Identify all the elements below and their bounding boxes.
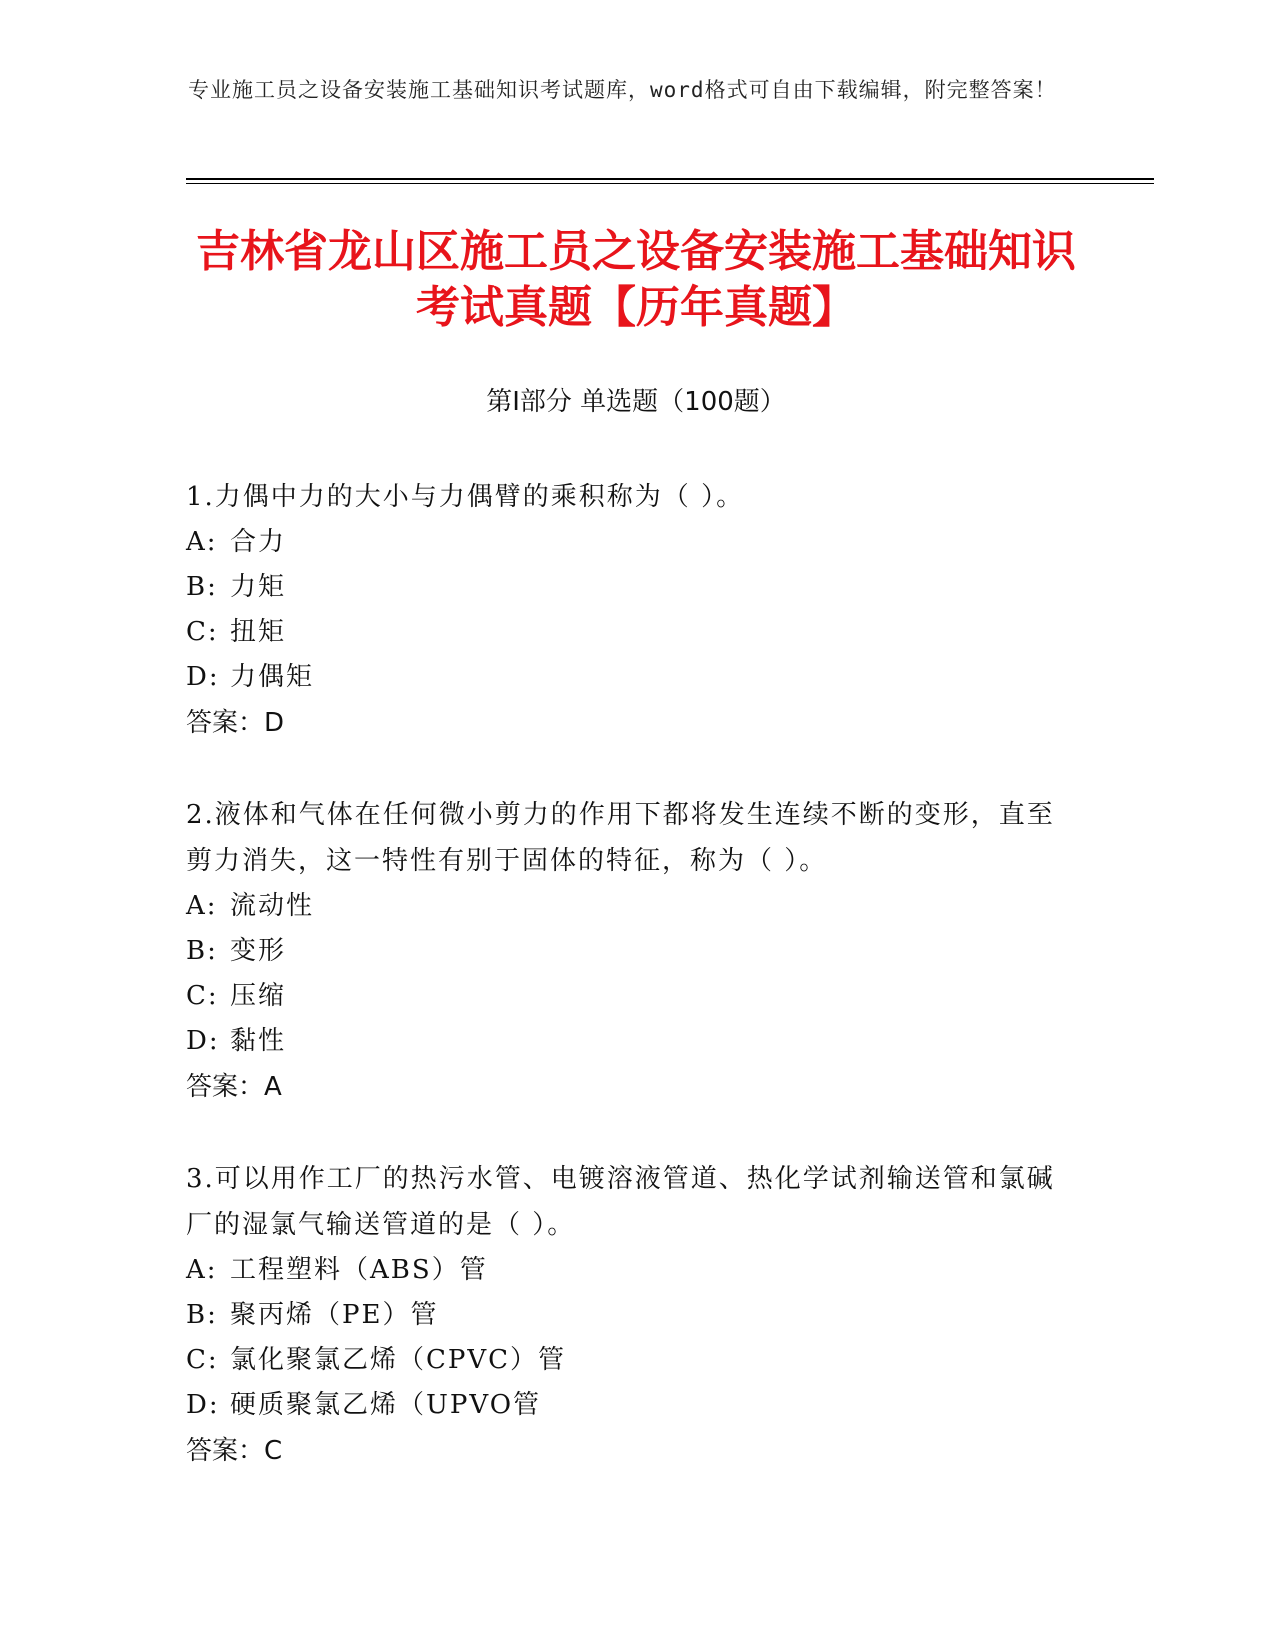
option-text: 氯化聚氯乙烯（CPVC）管 <box>230 1345 567 1375</box>
option-a <box>186 884 1066 929</box>
option-key: D: <box>186 1026 220 1056</box>
document-title: 吉林省龙山区施工员之设备安装施工基础知识考试真题【历年真题】 <box>196 226 1076 333</box>
option-text: 黏性 <box>230 1026 287 1056</box>
option-b <box>186 565 1066 610</box>
option-key: C: <box>186 1345 219 1375</box>
option-text: 压缩 <box>230 981 287 1011</box>
option-key: D: <box>186 1390 220 1420</box>
option-d <box>186 1019 1066 1064</box>
option-text: 工程塑料（ABS）管 <box>230 1255 488 1285</box>
question-stem: 2.液体和气体在任何微小剪力的作用下都将发生连续不断的变形，直至剪力消失，这一特性有别于固体的特征，称为（ ）。 <box>186 800 1055 876</box>
option-text: 扭矩 <box>230 617 287 647</box>
question-list <box>186 474 1066 1520</box>
option-a <box>186 520 1066 565</box>
option-text: 力矩 <box>230 572 287 602</box>
option-text: 变形 <box>230 936 287 966</box>
option-b <box>186 929 1066 974</box>
question-stem: 1.力偶中力的大小与力偶臂的乘积称为（ ）。 <box>186 482 745 512</box>
option-text: 流动性 <box>230 891 315 921</box>
option-key: B: <box>186 936 218 966</box>
option-key: B: <box>186 1300 218 1330</box>
question-3 <box>186 1156 1066 1474</box>
header-note: 专业施工员之设备安装施工基础知识考试题库，word格式可自由下载编辑，附完整答案！ <box>188 78 1057 102</box>
option-key: C: <box>186 617 219 647</box>
option-d <box>186 655 1066 700</box>
option-c <box>186 1338 1066 1383</box>
option-key: A: <box>186 1255 218 1285</box>
option-text: 合力 <box>230 527 287 557</box>
section-title: 第Ⅰ部分 单选题（100题） <box>486 387 786 417</box>
option-key: B: <box>186 572 218 602</box>
option-a <box>186 1248 1066 1293</box>
question-2 <box>186 792 1066 1110</box>
option-text: 聚丙烯（PE）管 <box>230 1300 439 1330</box>
option-key: D: <box>186 662 220 692</box>
answer-line: 答案：C <box>186 1436 283 1466</box>
answer-line: 答案：D <box>186 708 285 738</box>
header-divider-thick <box>186 178 1154 180</box>
option-d <box>186 1383 1066 1428</box>
option-key: A: <box>186 891 218 921</box>
option-b <box>186 1293 1066 1338</box>
option-key: C: <box>186 981 219 1011</box>
question-stem: 3.可以用作工厂的热污水管、电镀溶液管道、热化学试剂输送管和氯碱厂的湿氯气输送管道的是（ ）。 <box>186 1164 1055 1240</box>
answer-line: 答案：A <box>186 1072 282 1102</box>
option-text: 力偶矩 <box>230 662 315 692</box>
option-key: A: <box>186 527 218 557</box>
option-text: 硬质聚氯乙烯（UPVO管 <box>230 1390 542 1420</box>
header-divider-thin <box>186 183 1154 184</box>
option-c <box>186 610 1066 655</box>
question-1 <box>186 474 1066 746</box>
option-c <box>186 974 1066 1019</box>
